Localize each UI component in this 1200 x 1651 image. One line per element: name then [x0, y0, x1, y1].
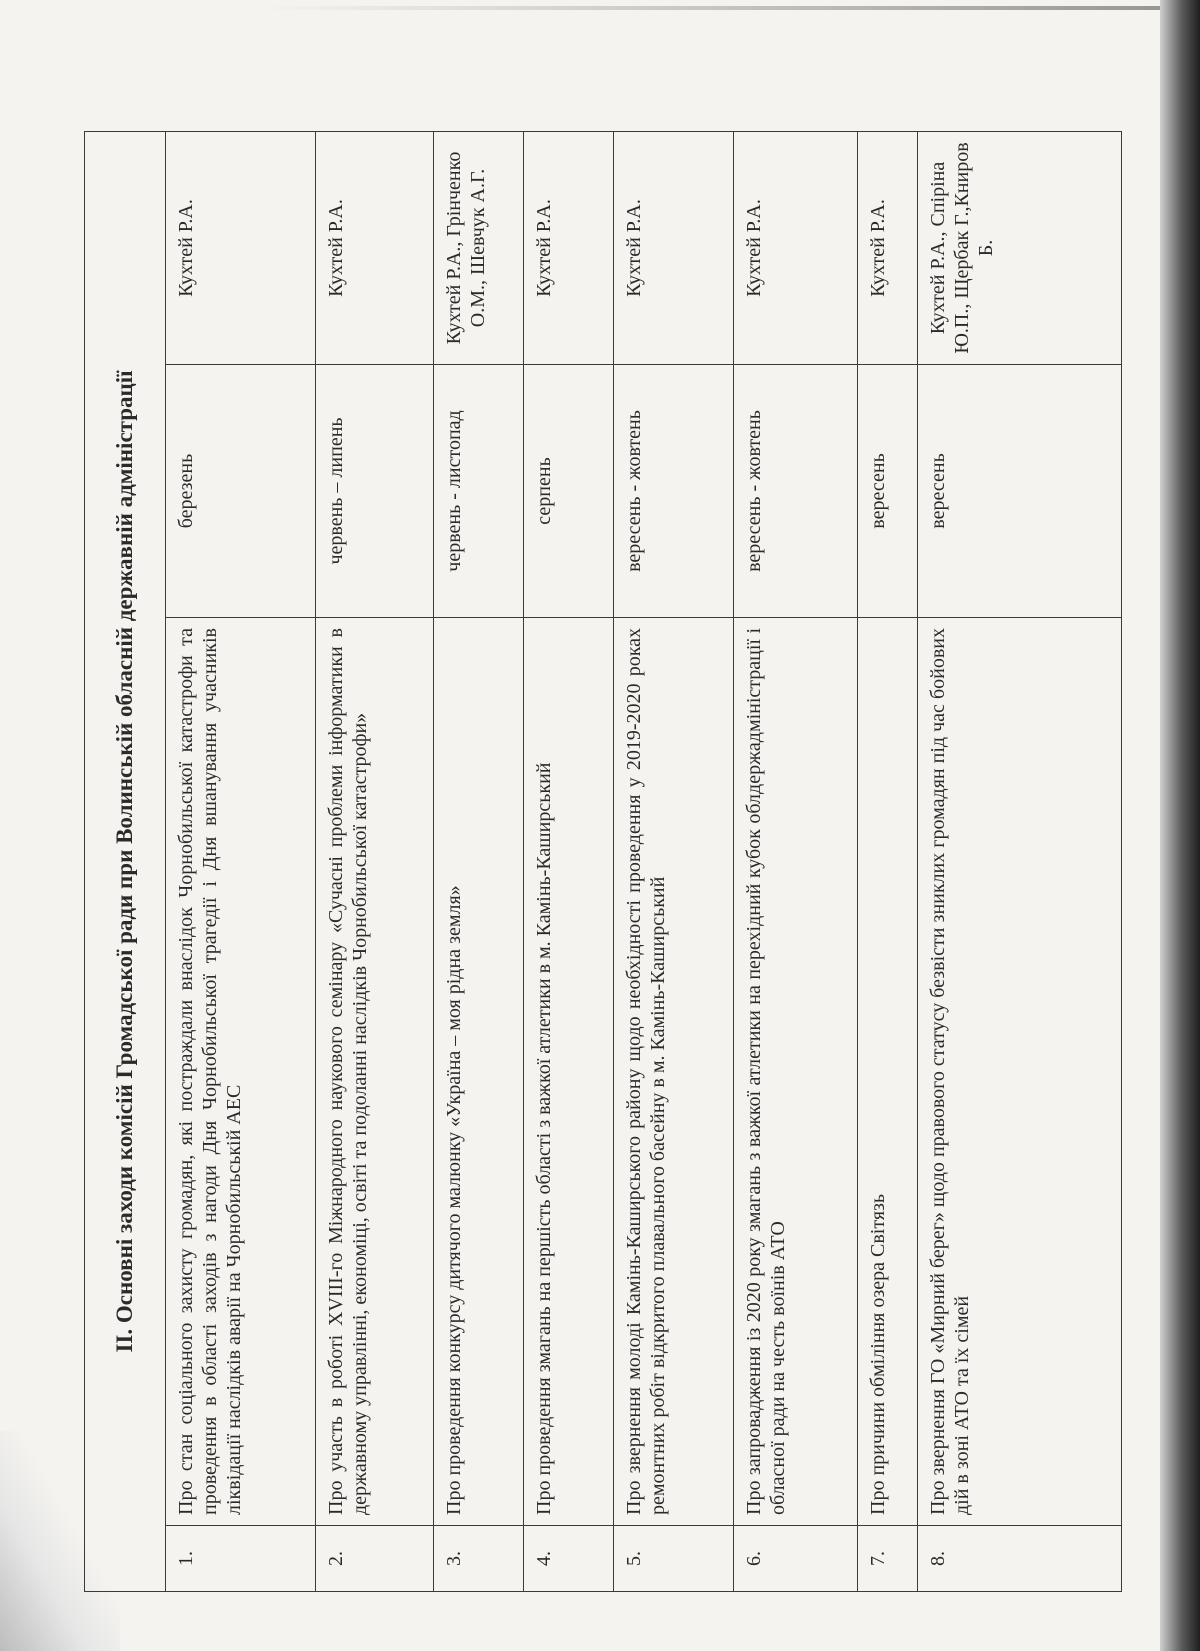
table-row [524, 131, 614, 1591]
row-responsible: Кухтей Р.А. [166, 131, 316, 364]
row-term: вересень - жовтень [734, 365, 858, 618]
row-number: 5. [614, 1526, 734, 1592]
row-topic: Про звернення молоді Камінь-Каширського району щодо необхідності проведення у 2019-2020 роках ремонтних робіт відкритого плавального басейну в м. Камінь-Каширський [614, 618, 734, 1526]
row-term: червень - листопад [434, 365, 524, 618]
row-number: 6. [734, 1526, 858, 1592]
row-responsible: Кухтей Р.А., Спіріна Ю.П., Щербак Г.,Книров Б. [918, 131, 1122, 364]
row-responsible: Кухтей Р.А. [858, 131, 918, 364]
row-responsible: Кухтей Р.А. [524, 131, 614, 364]
row-number: 3. [434, 1526, 524, 1592]
scan-edge-shadow [1160, 0, 1200, 1651]
row-topic: Про запровадження із 2020 року змагань з важкої атлетики на перехідний кубок облдержадміністрації і обласної ради на честь воїнів АТО [734, 618, 858, 1526]
table-row [434, 131, 524, 1591]
row-number: 2. [316, 1526, 434, 1592]
row-term: березень [166, 365, 316, 618]
table-row [316, 131, 434, 1591]
row-topic: Про причини обміління озера Світязь [858, 618, 918, 1526]
row-number: 8. [918, 1526, 1122, 1592]
row-term: вересень - жовтень [614, 365, 734, 618]
row-term: серпень [524, 365, 614, 618]
table-row [166, 131, 316, 1591]
row-topic: Про звернення ГО «Мирний берег» щодо правового статусу безвісти зниклих громадян під час бойових дій в зоні АТО та їх сімей [918, 618, 1122, 1526]
table-row [918, 131, 1122, 1591]
row-responsible: Кухтей Р.А. [316, 131, 434, 364]
scan-edge-line [260, 6, 1160, 10]
row-responsible: Кухтей Р.А. [614, 131, 734, 364]
row-responsible: Кухтей Р.А., Грінченко О.М., Шевчук А.Г. [434, 131, 524, 364]
table-row [614, 131, 734, 1591]
row-responsible: Кухтей Р.А. [734, 131, 858, 364]
table-row [858, 131, 918, 1591]
section-title: ІІ. Основні заходи комісій Громадської ради при Волинській обласній державній адміністрації [85, 131, 166, 1591]
events-table [84, 131, 1122, 1592]
row-number: 1. [166, 1526, 316, 1592]
table-row [734, 131, 858, 1591]
row-topic: Про участь в роботі XVIII-го Міжнародного наукового семінару «Сучасні проблеми інформатики в державному управлінні, економіці, освіті та подоланні наслідків Чорнобильської катастрофи» [316, 618, 434, 1526]
row-topic: Про проведення змагань на першість області з важкої атлетики в м. Камінь-Каширський [524, 618, 614, 1526]
rotated-document [84, 132, 1096, 1592]
row-term: вересень [918, 365, 1122, 618]
row-term: червень – липень [316, 365, 434, 618]
row-term: вересень [858, 365, 918, 618]
row-topic: Про проведення конкурсу дитячого малюнку «Україна – моя рідна земля» [434, 618, 524, 1526]
table-header-row [85, 131, 166, 1591]
row-number: 7. [858, 1526, 918, 1592]
row-number: 4. [524, 1526, 614, 1592]
row-topic: Про стан соціального захисту громадян, які постраждали внаслідок Чорнобильської катастрофи та проведення в області заходів з нагоди Дня Чорнобильської трагедії і Дня вшанування учасників ліквідації наслідків аварії на Чорнобильській АЕС [166, 618, 316, 1526]
